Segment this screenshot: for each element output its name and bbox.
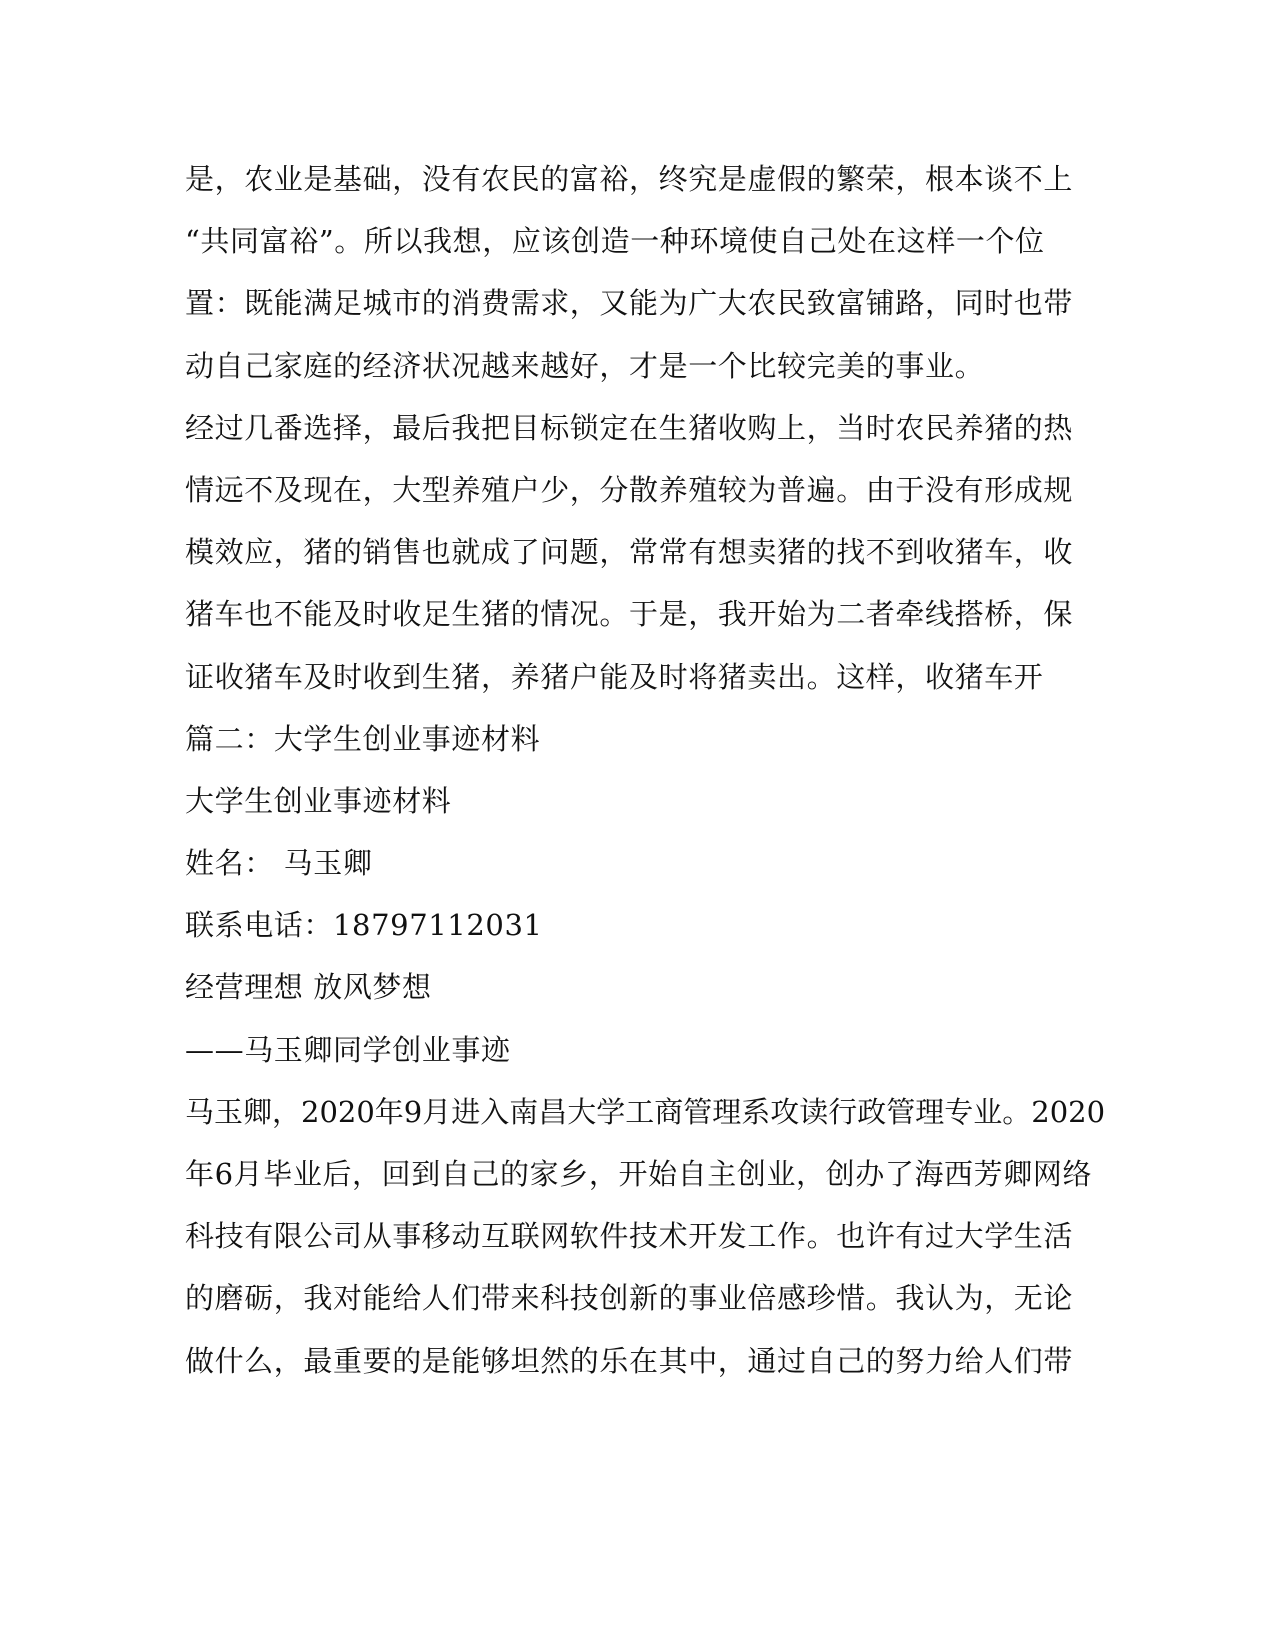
paragraph-line: 模效应，猪的销售也就成了问题，常常有想卖猪的找不到收猪车，收 [185, 535, 1074, 570]
paragraph-line: 是，农业是基础，没有农民的富裕，终究是虚假的繁荣，根本谈不上 [185, 162, 1074, 196]
paragraph-line: 经过几番选择，最后我把目标锁定在生猪收购上，当时农民养猪的热 [185, 410, 1074, 445]
document-body [185, 148, 1106, 1392]
name-line: 姓名： 马玉卿 [185, 846, 373, 881]
section-heading: 篇二：大学生创业事迹材料 [185, 721, 541, 756]
paragraph-line: 做什么，最重要的是能够坦然的乐在其中，通过自己的努力给人们带 [185, 1343, 1074, 1378]
paragraph-line: 情远不及现在，大型养殖户少，分散养殖较为普遍。由于没有形成规 [185, 472, 1074, 507]
paragraph-line: 年6月毕业后，回到自己的家乡，开始自主创业，创办了海西芳卿网络 [185, 1157, 1093, 1191]
paragraph-line: 科技有限公司从事移动互联网软件技术开发工作。也许有过大学生活 [185, 1219, 1074, 1254]
paragraph-line: 动自己家庭的经济状况越来越好，才是一个比较完美的事业。 [185, 348, 985, 383]
paragraph-line: 证收猪车及时收到生猪，养猪户能及时将猪卖出。这样，收猪车开 [185, 659, 1044, 694]
subtitle-line: 经营理想 放风梦想 [185, 970, 432, 1005]
phone-line: 联系电话：18797112031 [185, 908, 543, 943]
document-title: 大学生创业事迹材料 [185, 783, 452, 818]
paragraph-line: 置：既能满足城市的消费需求，又能为广大农民致富铺路，同时也带 [185, 286, 1074, 321]
paragraph-line: “共同富裕”。所以我想，应该创造一种环境使自己处在这样一个位 [185, 224, 1045, 259]
paragraph-line: 马玉卿，2020年9月进入南昌大学工商管理系攻读行政管理专业。2020 [185, 1094, 1106, 1129]
byline: ——马玉卿同学创业事迹 [185, 1032, 511, 1067]
paragraph-line: 猪车也不能及时收足生猪的情况。于是，我开始为二者牵线搭桥，保 [185, 597, 1074, 632]
paragraph-line: 的磨砺，我对能给人们带来科技创新的事业倍感珍惜。我认为，无论 [185, 1281, 1074, 1316]
